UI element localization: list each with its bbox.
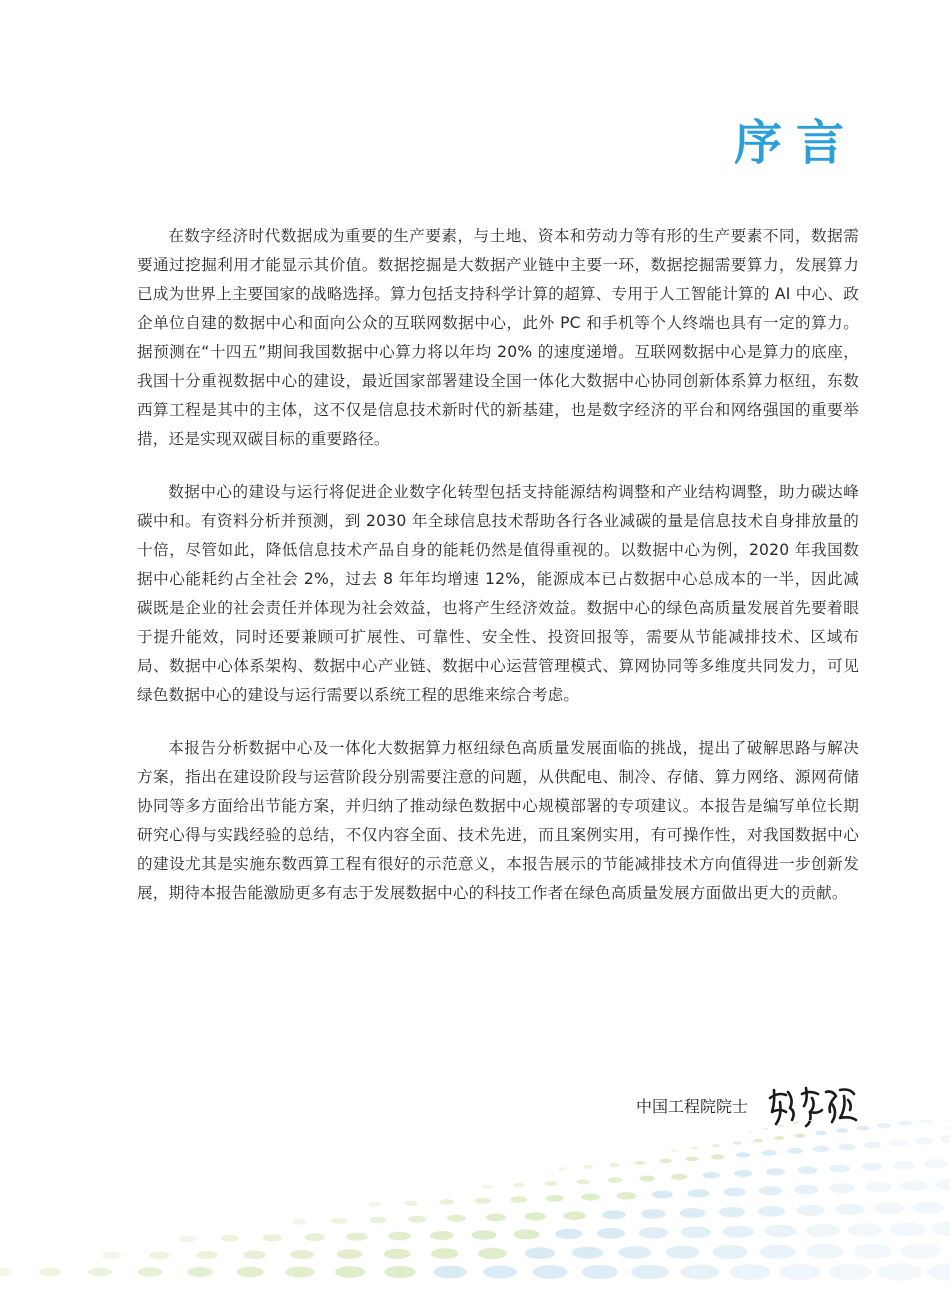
decor-dot	[878, 1123, 891, 1128]
decor-dot	[483, 1266, 517, 1279]
decor-dot	[794, 1185, 819, 1195]
decor-dot	[671, 1149, 678, 1152]
decor-dot	[680, 1265, 719, 1280]
decor-dot	[576, 1179, 590, 1184]
decor-dot	[931, 1222, 950, 1236]
decor-dot	[369, 1202, 382, 1207]
decor-dot	[619, 1246, 652, 1259]
decor-dot	[384, 1249, 410, 1259]
decor-dot	[196, 1251, 217, 1259]
decor-dot	[758, 1186, 782, 1195]
decor-dot	[723, 1188, 746, 1197]
decor-dot	[798, 1166, 818, 1174]
decor-dot	[478, 1248, 507, 1259]
decor-dot	[713, 1245, 748, 1259]
decor-dot	[762, 1150, 777, 1156]
decor-dot	[857, 1126, 870, 1131]
decor-dot	[546, 1195, 564, 1202]
decor-dot	[510, 1196, 527, 1203]
decor-dot	[572, 1247, 603, 1259]
decor-dot	[472, 1230, 497, 1240]
decor-dot	[346, 1233, 367, 1241]
decor-dot	[787, 1148, 803, 1154]
decor-dot	[475, 1198, 491, 1204]
decor-dot	[597, 1228, 625, 1239]
decor-dot	[806, 1244, 844, 1259]
decor-dot	[865, 1182, 892, 1192]
decor-dot	[641, 1209, 665, 1218]
paragraph-1: 在数字经济时代数据成为重要的生产要素，与土地、资本和劳动力等有形的生产要素不同，数据需要通过挖掘利用才能显示其价值。数据挖掘是大数据产业链中主要一环，数据挖掘需要算力，发展算力已成为世界上主要国家的战略选择。算力包括支持科学计算的超算、专用于人工智能计算的 AI 中心、政企单位自建的数据中心和面向公众的互联网数据中心，此外 PC 和手机等个人终端也具有一定的算力。据预测在“十四五”期间我国数据中心算力将以年均 20% 的速度递增。互联网数据中心是算力的底座，我国十分重视数据中心的建设，最近国家部署建设全国一体化大数据中心协同创新体系算力枢纽，东数西算工程是其中的主体，这不仅是信息技术新时代的新基建，也是数字经济的平台和网络强国的重要举措，还是实现双碳目标的重要路径。	[137, 227, 859, 448]
decor-dot	[563, 1211, 585, 1220]
decor-dot	[795, 1134, 806, 1138]
decor-dot	[404, 1201, 418, 1206]
decor-dot	[337, 1249, 362, 1259]
decor-dot	[660, 1159, 672, 1164]
decor-dot	[864, 1142, 882, 1149]
decor-dot	[760, 1245, 796, 1259]
decor-dot	[434, 1266, 467, 1279]
decor-dot	[149, 1251, 169, 1259]
decor-dot	[722, 1226, 754, 1238]
decor-dot	[778, 1125, 784, 1127]
decor-dot	[685, 1157, 698, 1162]
preface-body	[137, 222, 859, 932]
decor-dot	[583, 1165, 593, 1169]
decor-dot	[703, 1172, 720, 1179]
decor-dot	[733, 1141, 742, 1144]
decor-dot	[486, 1214, 506, 1222]
decor-dot	[688, 1189, 710, 1197]
decor-dot	[221, 1235, 239, 1242]
decor-dot	[525, 1212, 546, 1220]
decor-dot	[893, 1161, 916, 1170]
decor-dot	[513, 1183, 525, 1188]
decor-dot	[889, 1139, 908, 1146]
decor-dot	[829, 1165, 850, 1173]
decor-dot	[815, 1131, 826, 1135]
decor-dot	[39, 1268, 61, 1277]
decor-dot	[900, 1243, 940, 1258]
decor-dot	[558, 1167, 567, 1171]
decor-dot	[838, 1144, 855, 1151]
decor-dot	[236, 1267, 263, 1278]
decorative-dot-pattern	[0, 1120, 950, 1290]
signature-title: 中国工程院院士	[635, 1096, 748, 1116]
decor-dot	[940, 1135, 950, 1143]
decor-dot	[581, 1193, 600, 1200]
decor-dot	[848, 1223, 883, 1236]
decor-dot	[286, 1267, 315, 1278]
decor-dot	[388, 1232, 411, 1241]
decor-dot	[766, 1168, 785, 1175]
decor-dot	[640, 1176, 655, 1182]
decor-dot	[924, 1159, 947, 1168]
decor-dot	[331, 1218, 347, 1224]
decor-dot	[88, 1268, 111, 1277]
decor-dot	[764, 1225, 797, 1238]
decor-dot	[609, 1163, 620, 1167]
decor-dot	[835, 1204, 865, 1215]
decor-dot	[836, 1128, 848, 1133]
decor-dot	[829, 1183, 855, 1193]
decor-dot	[384, 1266, 415, 1278]
decor-dot	[481, 1185, 492, 1189]
decor-dot	[753, 1139, 763, 1143]
decor-dot	[853, 1244, 892, 1259]
decor-dot	[890, 1223, 926, 1237]
paragraph-2: 数据中心的建设与运行将促进企业数字化转型包括支持能源结构调整和产业结构调整，助力碳达峰碳中和。有资料分析并预测，到 2030 年全球信息技术帮助各行各业减碳的量是信息技术自身排放量的十倍，尽管如此，降低信息技术产品自身的能耗仍然是值得重视的。以数据中心为例，2020 年我国数据中心能耗约占全社会 2%，过去 8 年年均增速 12%，能源成本已占数据中心总成本的一半，因此减碳既是企业的社会责任并体现为社会效益，也将产生经济效益。数据中心的绿色高质量发展首先要着眼于提升能效，同时还要兼顾可扩展性、可靠性、安全性、投资回报等，需要从节能减排技术、区域布局、数据中心体系架构、数据中心产业链、数据中心运营管理模式、算网协同等多维度共同发力，可见绿色数据中心的建设与运行需要以系统工程的思维来综合考虑。	[137, 483, 859, 704]
decor-dot	[774, 1136, 784, 1140]
decor-dot	[634, 1161, 645, 1165]
decor-dot	[525, 1247, 555, 1259]
page-title: 序言	[733, 115, 858, 171]
decor-dot	[263, 1234, 282, 1241]
decor-dot	[447, 1215, 466, 1222]
decor-dot	[828, 1264, 871, 1281]
decor-dot	[430, 1231, 454, 1240]
decor-dot	[758, 1206, 786, 1217]
decor-dot	[763, 1128, 769, 1130]
decor-dot	[808, 1120, 815, 1121]
decor-dot	[898, 1120, 912, 1125]
decor-dot	[919, 1120, 934, 1123]
decor-dot	[243, 1251, 266, 1260]
decor-dot	[631, 1265, 669, 1280]
decor-dot	[138, 1267, 163, 1277]
decor-dot	[179, 1236, 196, 1243]
decor-dot	[915, 1137, 934, 1144]
decor-dot	[779, 1264, 821, 1280]
decor-dot	[711, 1154, 724, 1159]
decor-dot	[878, 1264, 922, 1281]
decor-dot	[582, 1265, 619, 1279]
decor-dot	[532, 1265, 567, 1279]
decor-dot	[913, 1202, 945, 1214]
decor-dot	[747, 1131, 752, 1133]
decor-dot	[652, 1191, 673, 1199]
decor-dot	[290, 1250, 314, 1259]
decor-dot	[793, 1122, 800, 1125]
decor-dot	[335, 1266, 365, 1278]
decor-dot	[602, 1210, 625, 1219]
decor-dot	[874, 1203, 905, 1215]
decor-dot	[680, 1208, 706, 1218]
decor-dot	[187, 1267, 213, 1277]
decor-dot	[439, 1199, 454, 1205]
paragraph-3: 本报告分析数据中心及一体化大数据算力枢纽绿色高质量发展面临的挑战，提出了破解思路与解决方案，指出在建设阶段与运营阶段分别需要注意的问题，从供配电、制冷、存储、算力网络、源网荷储协同等多方面给出节能方案，并归纳了推动绿色数据中心规模部署的专项建议。本报告是编写单位长期研究心得与实践经验的总结，不仅内容全面、技术先进，而且案例实用，有可操作性，对我国数据中心的建设尤其是实施东数西算工程有很好的示范意义，本报告展示的节能减排技术方向值得进一步创新发展，期待本报告能激励更多有志于发展数据中心的科技工作者在绿色高质量发展方面做出更大的贡献。	[137, 739, 859, 902]
decor-dot	[408, 1216, 426, 1223]
decor-dot	[927, 1263, 950, 1281]
decor-dot	[513, 1229, 539, 1239]
decor-dot	[712, 1144, 720, 1147]
decor-dot	[0, 1268, 10, 1276]
decor-dot	[719, 1207, 746, 1217]
decor-dot	[813, 1146, 829, 1152]
decor-dot	[305, 1233, 325, 1241]
decor-dot	[734, 1170, 752, 1177]
decor-dot	[545, 1181, 558, 1186]
decor-dot	[936, 1179, 950, 1190]
decor-dot	[608, 1177, 623, 1183]
decor-dot	[806, 1224, 840, 1237]
decor-dot	[939, 1120, 950, 1121]
decor-dot	[102, 1252, 121, 1259]
decor-dot	[617, 1192, 637, 1200]
decor-dot	[730, 1264, 771, 1280]
decor-dot	[861, 1163, 883, 1171]
decor-dot	[900, 1181, 928, 1192]
decor-dot	[639, 1227, 668, 1238]
decor-dot	[671, 1174, 687, 1180]
decor-dot	[681, 1226, 711, 1238]
decor-dot	[691, 1147, 699, 1150]
decor-dot	[431, 1248, 459, 1259]
decor-dot	[369, 1217, 386, 1224]
decor-dot	[796, 1205, 825, 1216]
decor-dot	[666, 1246, 700, 1259]
decor-dot	[555, 1229, 582, 1239]
decor-dot	[736, 1152, 750, 1157]
decor-dot	[292, 1219, 307, 1225]
